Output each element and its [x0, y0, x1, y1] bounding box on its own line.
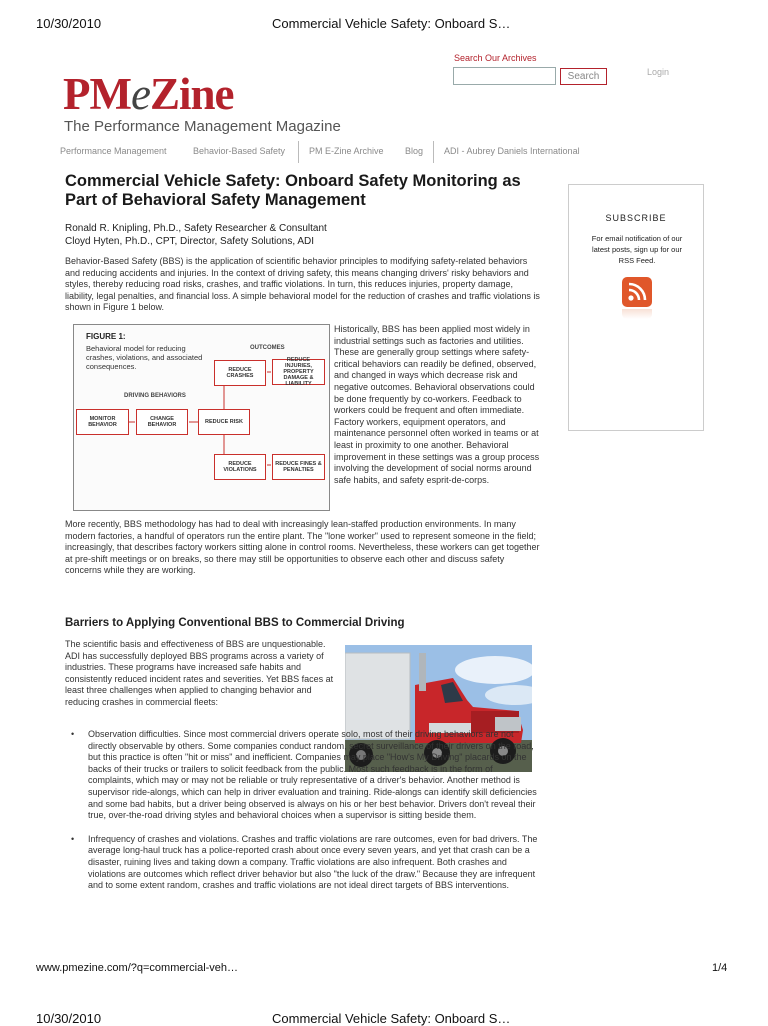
box-change-behavior: CHANGE BEHAVIOR	[136, 409, 188, 435]
section-heading: Barriers to Applying Conventional BBS to Commercial Driving	[65, 617, 405, 629]
box-reduce-injuries: REDUCE INJURIES, PROPERTY DAMAGE & LIABILITY	[272, 359, 325, 385]
nav-performance-management[interactable]: Performance Management	[60, 146, 167, 156]
nav-behavior-based-safety[interactable]: Behavior-Based Safety	[193, 146, 286, 156]
search-input[interactable]	[453, 67, 556, 85]
logo-pm: PM	[63, 69, 131, 119]
box-reduce-violations: REDUCE VIOLATIONS	[214, 454, 266, 480]
nav-divider	[298, 141, 299, 163]
bullet-infrequency: Infrequency of crashes and violations. Crashes and traffic violations are rare outcomes, even for bad drivers. The average long-haul truck has a police-reported crash about once every seven years, and yet that crash can be a disaster, ruining lives and taking down a company. Traffic violations are also infrequent. Both crashes and violations are outcomes which reflect driver behavior but also "the luck of the draw." Because they are infrequent and to some extent random, crashes and traffic violations are not ideal direct targets of BBS interventions.	[88, 833, 538, 891]
author-2: Cloyd Hyten, Ph.D., CPT, Director, Safety Solutions, ADI	[65, 236, 314, 247]
recently-paragraph: More recently, BBS methodology has had to deal with increasingly lean-staffed production environments. In many modern factories, a handful of operators run the entire plant. The "lone worker" used to represent someone in the field; increasingly, that describes factory workers sitting alone in control rooms. Nevertheless, these workers can get together at pre-shift meetings or on breaks, so there may still be opportunities to observe each other and discuss safety concerns while they are working.	[65, 519, 540, 576]
login-link[interactable]: Login	[647, 67, 670, 77]
nav-adi[interactable]: ADI - Aubrey Daniels International	[444, 146, 580, 156]
figure-caption: Behavioral model for reducing crashes, violations, and associated consequences.	[86, 344, 203, 371]
rss-icon-reflection	[622, 309, 652, 319]
nav-divider	[433, 141, 434, 163]
print-date: 10/30/2010	[36, 16, 102, 31]
nav-ezine-archive[interactable]: PM E-Zine Archive	[309, 146, 384, 156]
print-footer-date: 10/30/2010	[36, 1011, 102, 1026]
site-logo[interactable]	[63, 69, 234, 119]
subscribe-heading: SUBSCRIBE	[605, 213, 667, 223]
barriers-intro-paragraph: The scientific basis and effectiveness of BBS are unquestionable. ADI has successfully deployed BBS programs across a variety of industries. These programs have increased safe habits and consistently reduced incident rates and severities. Yet BBS faces at least three challenges when applied to changing behavior and reducing crashes in commercial fleets:	[65, 639, 334, 707]
figure-1	[73, 324, 330, 511]
box-reduce-fines: REDUCE FINES & PENALTIES	[272, 454, 325, 480]
article-title: Commercial Vehicle Safety: Onboard Safety Monitoring as Part of Behavioral Safety Management	[65, 172, 521, 209]
bullet-observation: Observation difficulties. Since most commercial drivers operate solo, most of their driving behaviors are not directly observable by others. Some companies conduct random, secret surveillance of their drivers on the road, but this practice is often "hit or miss" and inefficient. Companies may place "How's My Driving" placards on the backs of their trucks or trailers to solicit feedback from the public. Most such feedback is in the form of complaints, which may or may not be reliable or truly representative of a driver's behavior. Another method is supervisor ride-alongs, which can help in driver evaluation and training. Ride-alongs can identify skill deficiencies and some bad habits, but a driver being observed is always on his or her best behavior. Drivers don't reveal their true, over-the-road driving styles and behavioral choices when a supervisor is sitting beside them.	[88, 729, 537, 821]
barriers-list	[65, 729, 540, 892]
search-label: Search Our Archives	[454, 53, 537, 63]
subscribe-box	[568, 184, 704, 431]
figure-label: FIGURE 1:	[86, 332, 126, 341]
print-page-number: 1/4	[712, 962, 728, 974]
historically-paragraph: Historically, BBS has been applied most widely in industrial settings such as factories and utilities. These are generally group settings where safety-critical behaviors can readily be defined, observed, and changed in ways which decrease risk and negative outcomes. Behavioral observations could be done frequently by co-workers. Feedback to workers could be frequent and often immediate. Factory workers, equipment operators, and maintenance personnel often worked in teams or at least in proximity to one another. Behavioral improvement in these settings was a group process involving the development of social norms around safe habits, and safety esprit-de-corps.	[334, 324, 540, 485]
intro-paragraph: Behavior-Based Safety (BBS) is the application of scientific behavior principles to modifying safety-related behaviors and reducing accidents and injuries. In the context of driving safety, this means changing drivers' risky behaviors and styles, thereby reducing road risks, crashes, and traffic violations. In turn, this reduces injuries, property damage, liability, legal penalties, and financial loss. A simple behavioral model for the reduction of crashes and traffic violations is shown in Figure 1 below.	[65, 256, 540, 313]
list-item: • Observation difficulties. Since most commercial drivers operate solo, most of their driving behaviors are not directly observable by others. Some companies conduct random, secret surveillance of their drivers on the road, but this practice is often "hit or miss" and inefficient. Companies may place "How's My Driving" placards on the backs of their trucks or trailers to solicit feedback from the public. Most such feedback is in the form of complaints, which may or may not be reliable or truly representative of a driver's behavior. Another method is supervisor ride-alongs, which can help in driver evaluation and training. Ride-alongs can identify skill deficiencies and some bad habits, but a driver being observed is always on his or her best behavior. Drivers don't reveal their true, over-the-road driving styles and behavioral choices when a supervisor is sitting beside them.	[65, 729, 540, 822]
print-footer-title: Commercial Vehicle Safety: Onboard S…	[272, 1011, 511, 1026]
rss-icon[interactable]	[622, 277, 652, 307]
site-tagline: The Performance Management Magazine	[64, 118, 341, 135]
box-reduce-crashes: REDUCE CRASHES	[214, 360, 266, 386]
author-1: Ronald R. Knipling, Ph.D., Safety Researcher & Consultant	[65, 223, 327, 234]
nav-blog[interactable]: Blog	[405, 146, 424, 156]
print-title: Commercial Vehicle Safety: Onboard S…	[272, 16, 511, 31]
outcomes-heading: OUTCOMES	[250, 345, 285, 351]
print-url: www.pmezine.com/?q=commercial-veh…	[36, 962, 239, 974]
box-monitor-behavior: MONITOR BEHAVIOR	[76, 409, 129, 435]
logo-e: e	[130, 69, 150, 119]
driving-behaviors-heading: DRIVING BEHAVIORS	[124, 393, 186, 399]
article-authors	[65, 222, 327, 248]
search-button[interactable]: Search	[560, 68, 607, 85]
subscribe-text: For email notification of our latest posts, sign up for our RSS Feed.	[591, 234, 683, 265]
main-nav	[60, 141, 600, 163]
list-item: • Infrequency of crashes and violations. Crashes and traffic violations are rare outcomes, even for bad drivers. The average long-haul truck has a police-reported crash about once every seven years, and yet that crash can be a disaster, ruining lives and taking down a company. Traffic violations are also infrequent. Both crashes and violations are outcomes which reflect driver behavior but also "the luck of the draw." Because they are infrequent and to some extent random, crashes and traffic violations are not ideal direct targets of BBS interventions.	[65, 834, 540, 892]
box-reduce-risk: REDUCE RISK	[198, 409, 250, 435]
logo-zine: Zine	[149, 69, 234, 119]
